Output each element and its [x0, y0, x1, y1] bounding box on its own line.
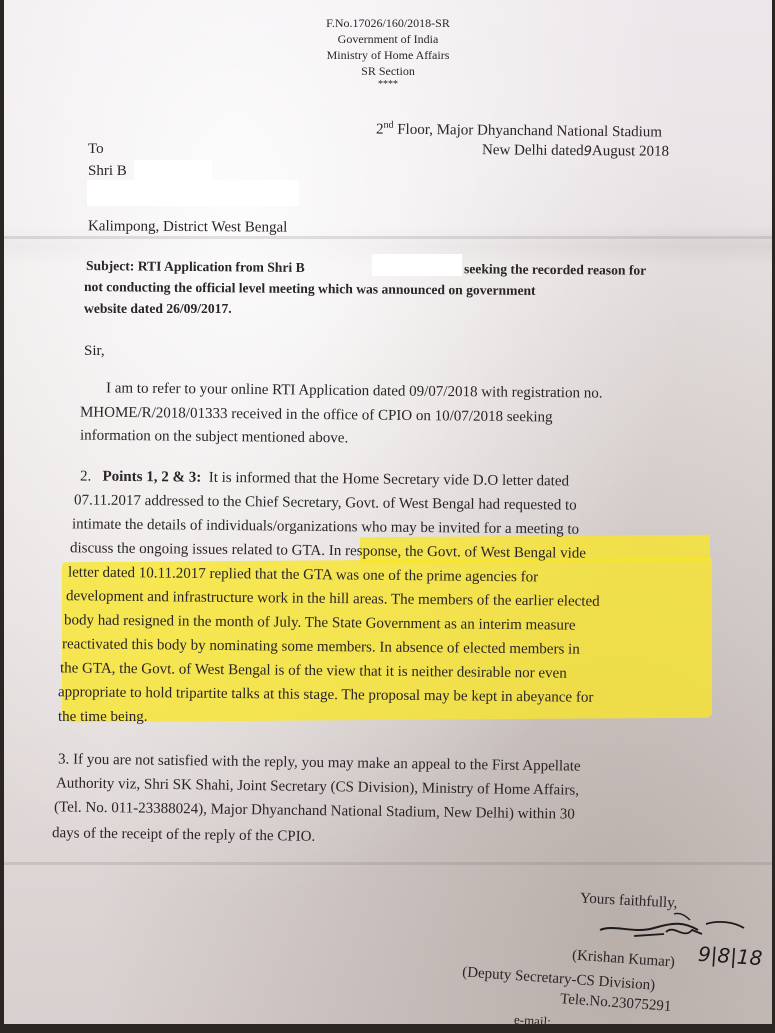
- para2-line: intimate the details of individuals/organizations who may be invited for a meeting to: [71, 516, 580, 538]
- subject-line-1b: seeking the recorded reason for: [463, 261, 647, 278]
- para2-line: the time being.: [58, 709, 148, 725]
- para3-line: days of the receipt of the reply of the CPIO.: [51, 825, 316, 845]
- subject-line-3: website dated 26/09/2017.: [84, 301, 232, 316]
- para1-line: information on the subject mentioned above.: [79, 427, 349, 447]
- recipient-name: Shri B: [88, 163, 127, 179]
- signatory-tele: Tele.No.23075291: [559, 991, 672, 1015]
- para3-line: Authority viz, Shri SK Shahi, Joint Secretary (CS Division), Ministry of Home Affairs,: [55, 775, 580, 799]
- para2-line: It is informed that the Home Secretary vide D.O letter dated: [208, 469, 570, 490]
- para3-line: 3. If you are not satisfied with the reply, you may make an appeal to the First Appellate: [57, 751, 581, 775]
- para2-line: letter dated 10.11.2017 replied that the GTA was one of the prime agencies for: [67, 564, 539, 586]
- file-number: F.No.17026/160/2018-SR: [326, 16, 450, 30]
- para2-line: discuss the ongoing issues related to GTA. In response, the Govt. of West Bengal vide: [69, 540, 587, 562]
- yours-faithfully: Yours faithfully,: [579, 890, 678, 912]
- subject-line-1a: Subject: RTI Application from Shri B: [85, 258, 305, 275]
- header-stars: ****: [378, 79, 398, 90]
- para2-number: 2.: [79, 468, 92, 485]
- para2-line: 07.11.2017 addressed to the Chief Secretary, Govt. of West Bengal had requested to: [73, 492, 577, 514]
- signatory-email: e-mail:: [513, 1011, 552, 1030]
- redaction-box: [372, 254, 462, 276]
- signatory-name: (Krishan Kumar): [571, 947, 676, 971]
- address-line-1: 2nd Floor, Major Dhyanchand National Stadium: [375, 119, 663, 141]
- para2-line: appropriate to hold tripartite talks at this stage. The proposal may be kept in abeyance for: [57, 684, 594, 706]
- paper-fold: [4, 862, 772, 865]
- signature: [594, 904, 754, 948]
- salutation: Sir,: [84, 343, 105, 359]
- letter-sheet: [4, 0, 772, 1030]
- handwritten-date: 9|8|18: [697, 941, 764, 971]
- govt-name: Government of India: [337, 32, 439, 46]
- handwritten-day: 9: [583, 144, 592, 160]
- para2-line: reactivated this body by nominating some members. In absence of elected members in: [61, 636, 580, 658]
- to-label: To: [88, 141, 104, 157]
- subject-line-2: not conducting the official level meeting which was announced on government: [83, 279, 536, 298]
- address-line-2: New Delhi dated9August 2018: [481, 142, 670, 160]
- para2-line: the GTA, the Govt. of West Bengal is of the view that it is neither desirable nor even: [59, 660, 567, 682]
- section-name: SR Section: [361, 64, 415, 78]
- para1-line: MHOME/R/2018/01333 received in the office of CPIO on 10/07/2018 seeking: [79, 404, 553, 426]
- para3-line: (Tel. No. 011-23388024), Major Dhyanchand National Stadium, New Delhi) within 30: [53, 799, 575, 823]
- para2-line: body had resigned in the month of July. The State Government as an interim measure: [63, 612, 576, 634]
- redaction-box: [87, 180, 299, 206]
- recipient-city: Kalimpong, District West Bengal: [87, 218, 288, 236]
- para2-line: development and infrastructure work in the hill areas. The members of the earlier elected: [65, 588, 600, 610]
- para2-lead: Points 1, 2 & 3:: [102, 468, 202, 486]
- signatory-designation: (Deputy Secretary-CS Division): [461, 964, 656, 994]
- redaction-box: [134, 160, 212, 180]
- para2-first-line: [80, 465, 569, 492]
- ministry-name: Ministry of Home Affairs: [326, 48, 450, 62]
- para1-line: I am to refer to your online RTI Application dated 09/07/2018 with registration no.: [105, 380, 603, 402]
